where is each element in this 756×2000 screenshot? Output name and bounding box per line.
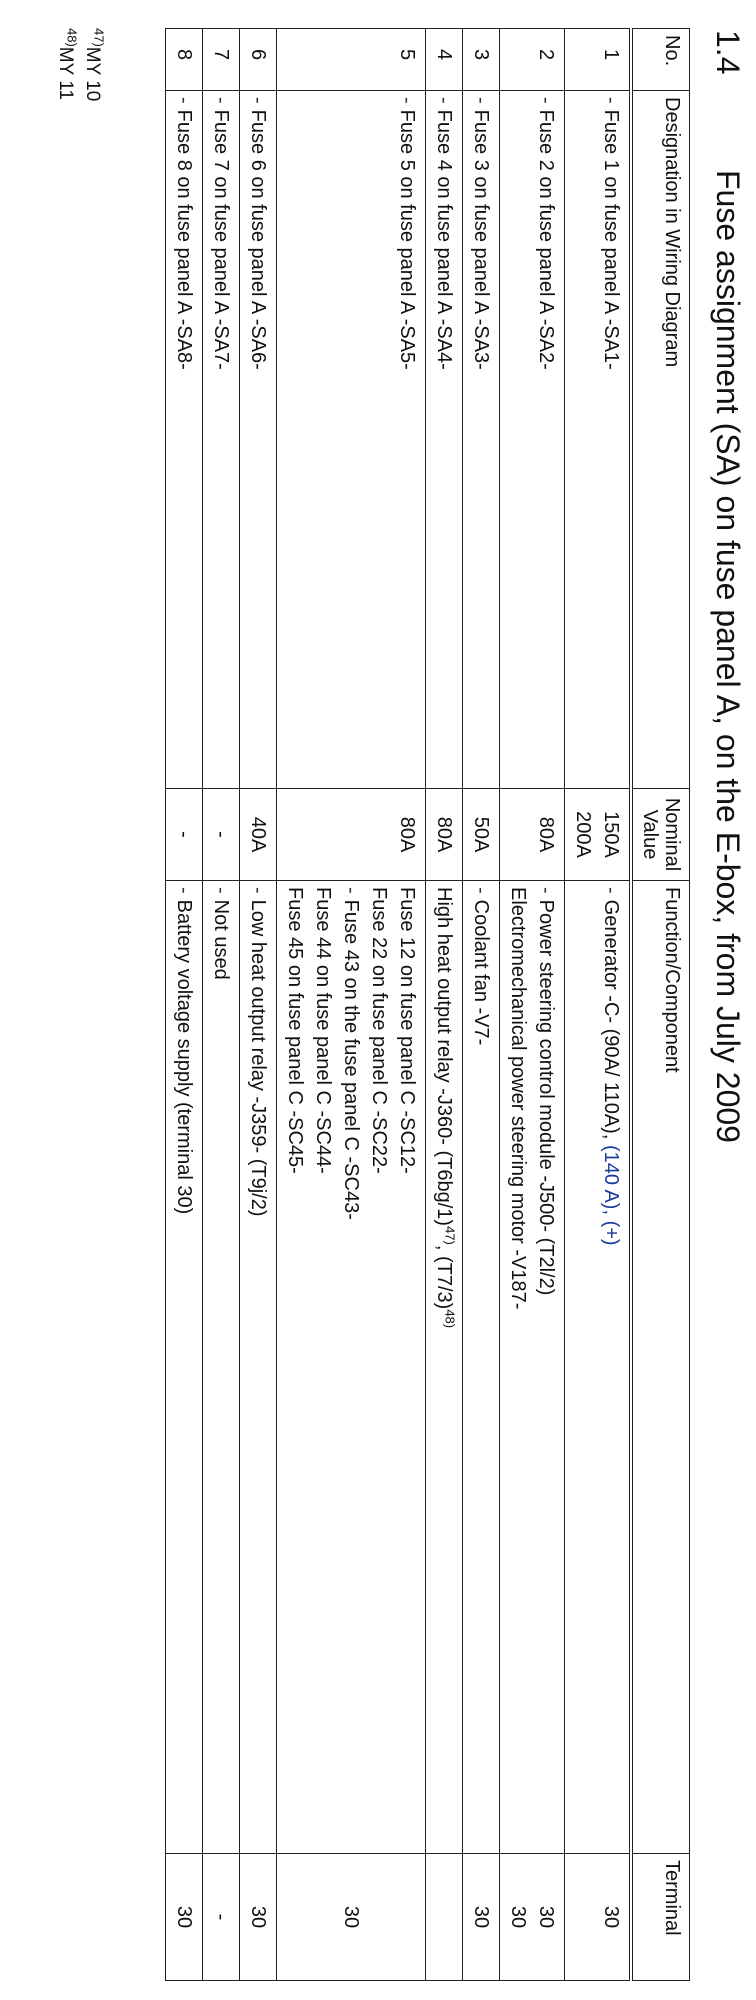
designation-cell: -Fuse 2 on fuse panel A -SA2- [500,91,565,789]
table-row [565,29,632,1981]
table-row [426,29,463,1981]
row-number: 8 [166,29,203,91]
footnote-ref: 47) [442,1226,458,1245]
header-no: No. [631,29,690,91]
table-row [500,29,565,1981]
footnote: $^{47)}$MY 10 [82,28,107,102]
function-cell: -Generator -C- (90A/ 110A), (140 A), (+) [565,881,632,1854]
nominal-value-cell: 40A [240,789,277,881]
row-number: 7 [203,29,240,91]
function-cell: -Low heat output relay -J359- (T9j/2) [240,881,277,1854]
footnote-ref: 48) [442,1309,458,1329]
designation-cell: -Fuse 1 on fuse panel A -SA1- [565,91,632,789]
function-cell: -Power steering control module -J500- (T2l/2) Electromechanical power steering motor -V187- [500,881,565,1854]
table-row [203,29,240,1981]
terminal-cell: 30 [463,1854,500,1981]
fuse-assignment-table [165,28,690,1981]
terminal-cell: 30 [166,1854,203,1981]
nominal-value-cell: 50A [463,789,500,881]
terminal-cell: 30 [565,1854,632,1981]
designation-cell: -Fuse 3 on fuse panel A -SA3- [463,91,500,789]
table-row [240,29,277,1981]
row-number: 3 [463,29,500,91]
table-row [463,29,500,1981]
row-number: 6 [240,29,277,91]
function-cell: High heat output relay -J360- $(T6bg/1)^{47)}$, $(T7/3)^{48)}$ [426,881,463,1854]
designation-cell: -Fuse 5 on fuse panel A -SA5- [277,91,426,789]
page-title: Fuse assignment (SA) on fuse panel A, on the E-box, from July 2009 [710,170,747,1143]
function-variant-text: (140 A), (+) [600,1144,622,1246]
footnote: $^{48)}$MY 11 [55,28,80,100]
terminal-cell: 30 30 [500,1854,565,1981]
section-heading [706,30,750,1143]
function-cell: -Coolant fan -V7- [463,881,500,1854]
designation-cell: -Fuse 4 on fuse panel A -SA4- [426,91,463,789]
nominal-value-cell: 80A [277,789,426,881]
terminal-cell: - [203,1854,240,1981]
header-function: Function/Component [631,881,690,1854]
row-number: 1 [565,29,632,91]
function-cell: Fuse 12 on fuse panel C -SC12- Fuse 22 on fuse panel C -SC22- -Fuse 43 on the fuse panel C -SC43- Fuse 44 on fuse panel C -SC44- Fuse 45 on fuse panel C -SC45- [277,881,426,1854]
function-cell: -Not used [203,881,240,1854]
footnotes [52,28,106,101]
terminal-cell: 30 [240,1854,277,1981]
header-terminal: Terminal [631,1854,690,1981]
table-row [277,29,426,1981]
nominal-value-cell: - [166,789,203,881]
header-nominal-value: Nominal Value [631,789,690,881]
row-number: 2 [500,29,565,91]
function-cell: -Battery voltage supply (terminal 30) [166,881,203,1854]
table-header-row [631,29,690,1981]
section-number: 1.4 [710,30,747,75]
table-row [166,29,203,1981]
designation-cell: -Fuse 7 on fuse panel A -SA7- [203,91,240,789]
designation-cell: -Fuse 6 on fuse panel A -SA6- [240,91,277,789]
nominal-value-cell: - [203,789,240,881]
header-designation: Designation in Wiring Diagram [631,91,690,789]
row-number: 4 [426,29,463,91]
nominal-value-cell: 80A [426,789,463,881]
terminal-cell: 30 [277,1854,426,1981]
designation-cell: -Fuse 8 on fuse panel A -SA8- [166,91,203,789]
nominal-value-cell: 80A [500,789,565,881]
terminal-cell [426,1854,463,1981]
row-number: 5 [277,29,426,91]
nominal-value-cell: 150A 200A [565,789,632,881]
